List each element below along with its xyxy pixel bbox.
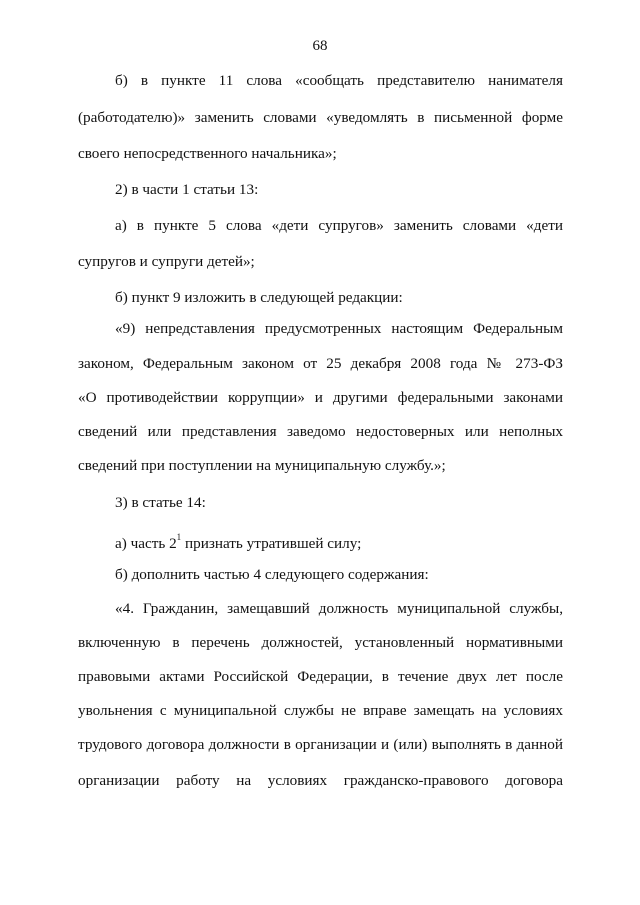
text-fragment: а) часть 2	[115, 535, 177, 553]
text-line: трудового договора должности в организации и (или) выполнять в данной	[78, 736, 563, 753]
text-line: правовыми актами Российской Федерации, в течение двух лет после	[78, 668, 563, 685]
text-line: 3) в статье 14:	[115, 494, 206, 511]
text-line: «О противодействии коррупции» и другими федеральными законами	[78, 389, 563, 406]
text-line: сведений или представления заведомо недостоверных или неполных	[78, 423, 563, 440]
text-line: своего непосредственного начальника»;	[78, 145, 337, 162]
text-line: «4. Гражданин, замещавший должность муниципальной службы,	[115, 600, 563, 617]
text-line: (работодателю)» заменить словами «уведомлять в письменной форме	[78, 109, 563, 126]
text-line: организации работу на условиях гражданско-правового договора	[78, 772, 563, 789]
superscript: 1	[176, 532, 182, 542]
text-line: 2) в части 1 статьи 13:	[115, 181, 259, 198]
text-line: супругов и супруги детей»;	[78, 253, 255, 270]
text-line: б) пункт 9 изложить в следующей редакции:	[115, 289, 403, 306]
text-line: увольнения с муниципальной службы не вправе замещать на условиях	[78, 702, 563, 719]
text-line: «9) непредставления предусмотренных настоящим Федеральным	[115, 320, 563, 337]
text-fragment: признать утратившей силу;	[181, 535, 362, 553]
text-line-with-superscript	[115, 530, 563, 553]
text-line: сведений при поступлении на муниципальную службу.»;	[78, 457, 446, 474]
text-line: законом, Федеральным законом от 25 декабря 2008 года № 273-ФЗ	[78, 355, 563, 372]
text-line: б) в пункте 11 слова «сообщать представителю нанимателя	[115, 72, 563, 89]
page-number: 68	[312, 38, 328, 54]
text-line: б) дополнить частью 4 следующего содержания:	[115, 566, 429, 583]
text-line: а) в пункте 5 слова «дети супругов» заменить словами «дети	[115, 217, 563, 234]
text-line: включенную в перечень должностей, установленный нормативными	[78, 634, 563, 651]
